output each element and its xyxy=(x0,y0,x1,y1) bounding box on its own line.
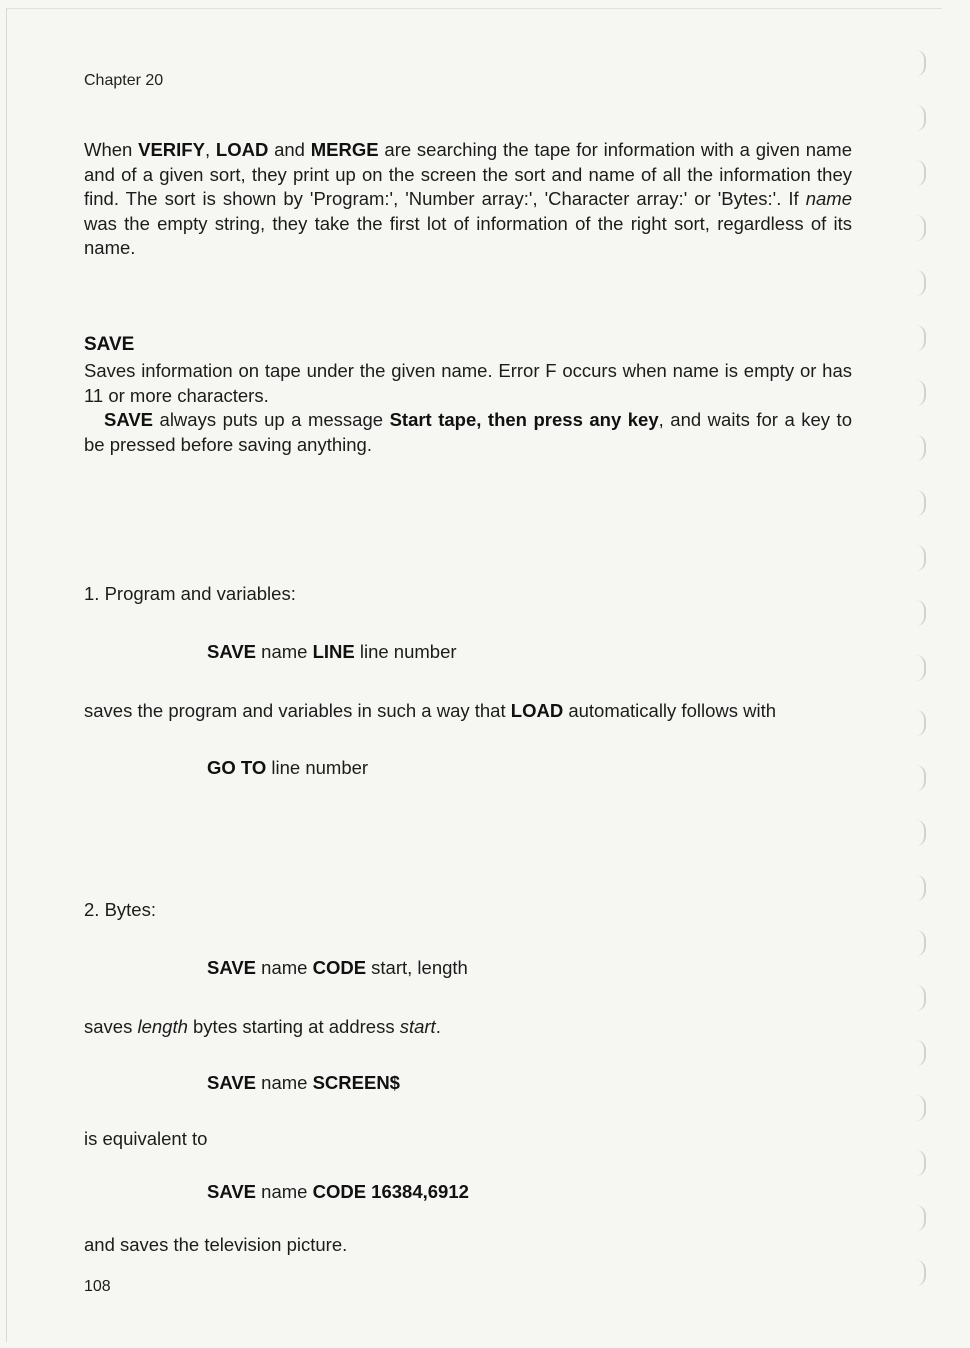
keyword-save: SAVE xyxy=(104,409,154,430)
italic-name: name xyxy=(805,188,852,209)
body-text: . xyxy=(435,1016,441,1037)
save-screen-command xyxy=(207,1071,400,1096)
item-2-label: 2. Bytes: xyxy=(84,899,156,920)
italic-start: start xyxy=(399,1016,436,1037)
keyword-goto: GO TO xyxy=(207,757,267,778)
item-2-description xyxy=(84,1015,441,1040)
chapter-label: Chapter 20 xyxy=(84,72,164,89)
body-text: always puts up a message xyxy=(153,409,390,430)
intro-text: When xyxy=(84,139,139,160)
command-arg: name xyxy=(256,957,313,978)
keyword-load: LOAD xyxy=(510,700,564,721)
keyword-verify: VERIFY xyxy=(138,139,205,160)
keyword-save: SAVE xyxy=(207,1181,257,1202)
keyword-code-address: CODE 16384,6912 xyxy=(312,1181,469,1202)
intro-text: , xyxy=(204,139,216,160)
intro-text: are searching the tape for information with a given name and of a given sort, they print up on the screen the sort and name of all the information they find. The sort is shown by 'Program:', 'Number array:', 'Character array:' or 'Bytes:'. If xyxy=(84,139,852,209)
body-text: bytes starting at address xyxy=(187,1016,400,1037)
command-arg: line number xyxy=(266,757,369,778)
save-description: Saves information on tape under the given name. Error F occurs when name is empty or has 11 or more characters. xyxy=(84,360,852,406)
keyword-save: SAVE xyxy=(207,641,257,662)
keyword-merge: MERGE xyxy=(310,139,379,160)
keyword-line: LINE xyxy=(312,641,355,662)
intro-text: and xyxy=(268,139,311,160)
body-text: , and waits for a key to be pressed before saving anything. xyxy=(84,409,852,455)
binding-holes xyxy=(910,30,940,1330)
intro-text: was the empty string, they take the first lot of information of the right sort, regardless of its name. xyxy=(84,212,852,258)
keyword-code: CODE xyxy=(312,957,367,978)
goto-command xyxy=(207,756,368,781)
keyword-save: SAVE xyxy=(207,957,257,978)
section-heading-save: SAVE xyxy=(84,334,135,355)
page-number: 108 xyxy=(84,1278,111,1295)
keyword-save: SAVE xyxy=(207,1072,257,1093)
final-sentence: and saves the television picture. xyxy=(84,1234,348,1255)
command-arg: name xyxy=(256,1072,313,1093)
command-arg: start, length xyxy=(366,957,468,978)
command-arg: name xyxy=(256,1181,313,1202)
item-1-description xyxy=(84,699,852,724)
save-code-screen-command xyxy=(207,1180,469,1205)
intro-paragraph xyxy=(84,138,852,261)
equivalence-text: is equivalent to xyxy=(84,1128,208,1149)
save-line-command xyxy=(207,640,457,665)
keyword-load: LOAD xyxy=(215,139,269,160)
keyword-screen: SCREEN$ xyxy=(312,1072,400,1093)
command-arg: name xyxy=(256,641,313,662)
italic-length: length xyxy=(137,1016,188,1037)
body-text: saves the program and variables in such a way that xyxy=(84,700,511,721)
command-arg: line number xyxy=(354,641,457,662)
body-text: saves xyxy=(84,1016,138,1037)
body-text: automatically follows with xyxy=(563,700,777,721)
item-1-label: 1. Program and variables: xyxy=(84,583,296,604)
save-message-paragraph xyxy=(84,408,852,457)
save-code-command xyxy=(207,956,468,981)
prompt-message: Start tape, then press any key xyxy=(389,409,659,430)
